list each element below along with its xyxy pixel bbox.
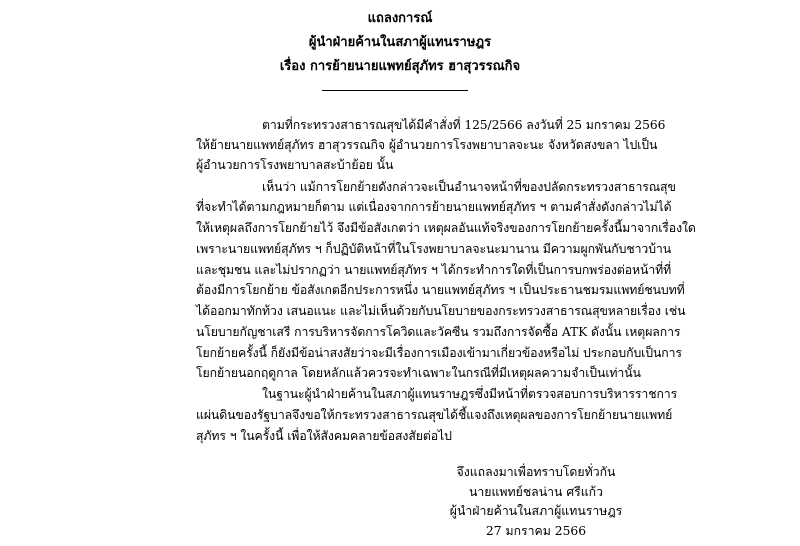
paragraph-2-line-9: โยกย้ายครั้งนี้ ก็ยังมีข้อน่าสงสัยว่าจะมีเรื่องการเมืองเข้ามาเกี่ยวข้องหรือไม่ ประกอบกับเป็นการ (196, 346, 682, 360)
closing-statement: จึงแถลงมาเพื่อทราบโดยทั่วกัน (456, 465, 616, 479)
paragraph-2-line-1: เห็นว่า แม้การโยกย้ายดังกล่าวจะเป็นอำนาจหน้าที่ของปลัดกระทรวงสาธารณสุข (262, 180, 676, 194)
paragraph-1-line-1: ตามที่กระทรวงสาธารณสุขได้มีคำสั่งที่ 125/2566 ลงวันที่ 25 มกราคม 2566 (262, 118, 666, 132)
paragraph-3-line-1: ในฐานะผู้นำฝ่ายค้านในสภาผู้แทนราษฎรซึ่งมีหน้าที่ตรวจสอบการบริหารราชการ (262, 387, 678, 401)
signatory-name: นายแพทย์ชลน่าน ศรีแก้ว (468, 485, 604, 499)
paragraph-2-line-6: ต้องมีการโยกย้าย ข้อสังเกตอีกประการหนึ่ง นายแพทย์สุภัทร ฯ เป็นประธานชมรมแพทย์ชนบทที่ (196, 283, 685, 297)
document-title: แถลงการณ์ (367, 11, 433, 26)
paragraph-2-line-5: และชุมชน และไม่ปรากฏว่า นายแพทย์สุภัทร ฯ ได้กระทำการใดที่เป็นการบกพร่องต่อหน้าที่ที่ (196, 263, 672, 277)
signatory-position: ผู้นำฝ่ายค้านในสภาผู้แทนราษฎร (449, 504, 623, 518)
paragraph-2-line-8: นโยบายกัญชาเสรี การบริหารจัดการโควิดและวัคซีน รวมถึงการจัดซื้อ ATK ดังนั้น เหตุผลการ (196, 325, 681, 339)
document-subtitle: ผู้นำฝ่ายค้านในสภาผู้แทนราษฎร (308, 35, 492, 50)
paragraph-2-line-4: เพราะนายแพทย์สุภัทร ฯ ก็ปฏิบัติหน้าที่ในโรงพยาบาลจะนะมานาน มีความผูกพันกับชาวบ้าน (196, 242, 672, 256)
paragraph-1-line-2: ให้ย้ายนายแพทย์สุภัทร ฮาสุวรรณกิจ ผู้อำนวยการโรงพยาบาลจะนะ จังหวัดสงขลา ไปเป็น (196, 138, 658, 152)
document-subject: เรื่อง การย้ายนายแพทย์สุภัทร ฮาสุวรรณกิจ (279, 59, 521, 74)
document-date: 27 มกราคม 2566 (485, 524, 587, 538)
paragraph-3-line-2: แผ่นดินของรัฐบาลจึงขอให้กระทรวงสาธารณสุขได้ชี้แจงถึงเหตุผลของการโยกย้ายนายแพทย์ (196, 408, 673, 422)
paragraph-2-line-2: ที่จะทำได้ตามกฎหมายก็ตาม แต่เนื่องจากการย้ายนายแพทย์สุภัทร ฯ ตามคำสั่งดังกล่าวไม่ได้ (196, 200, 672, 214)
paragraph-3-line-3: สุภัทร ฯ ในครั้งนี้ เพื่อให้สังคมคลายข้อสงสัยต่อไป (196, 429, 452, 443)
title-divider (322, 90, 468, 91)
paragraph-2-line-7: ได้ออกมาทักท้วง เสนอแนะ และไม่เห็นด้วยกับนโยบายของกระทรวงสาธารณสุขหลายเรื่อง เช่น (196, 304, 686, 318)
paragraph-1-line-3: ผู้อำนวยการโรงพยาบาลสะบ้าย้อย นั้น (196, 158, 394, 172)
paragraph-2-line-10: โยกย้ายนอกฤดูกาล โดยหลักแล้วควรจะทำเฉพาะในกรณีที่มีเหตุผลความจำเป็นเท่านั้น (196, 366, 641, 380)
paragraph-2-line-3: ให้เหตุผลถึงการโยกย้ายไว้ จึงมีข้อสังเกตว่า เหตุผลอันแท้จริงของการโยกย้ายครั้งนี้มาจากเรื่องใด (196, 221, 696, 235)
